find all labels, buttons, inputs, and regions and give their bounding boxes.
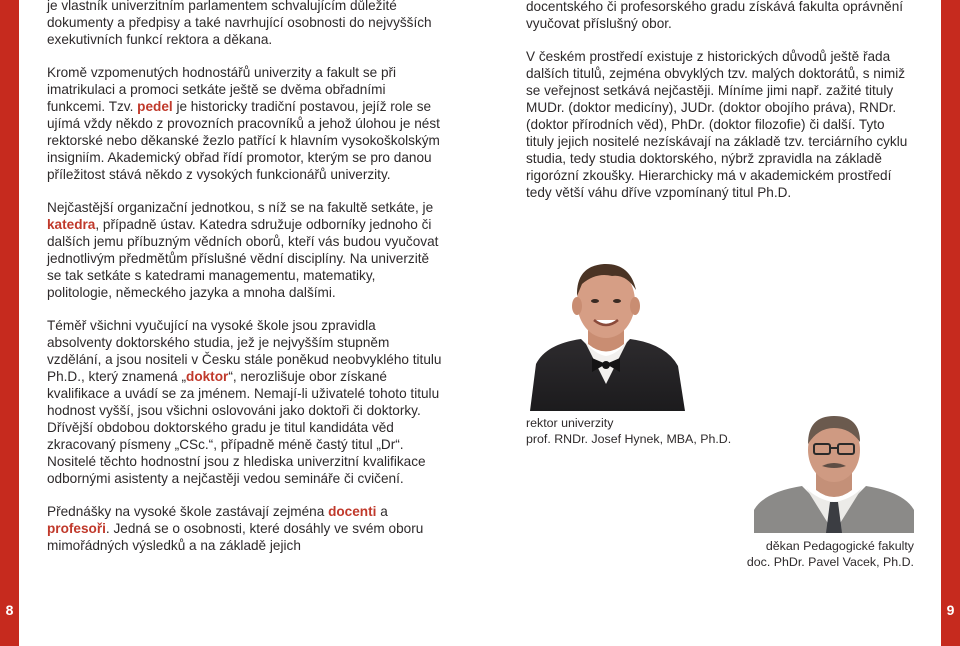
- rector-portrait-illustration: [526, 244, 685, 411]
- dean-caption-role: děkan Pedagogické fakulty: [765, 539, 914, 553]
- body-text: Kromě vzpomenutých hodnostářů univerzity a fakult se při imatrikulaci a promoci setkáte ještě se dvěma obřadními funkcemi. Tzv.: [47, 65, 397, 114]
- highlighted-term: katedra: [47, 217, 96, 232]
- body-text: Nejčastější organizační jednotkou, s níž se na fakultě setkáte, je: [47, 200, 434, 215]
- highlighted-term: docenti: [328, 504, 377, 519]
- left-column-paragraph: [47, 64, 442, 183]
- page-number-right: 9: [946, 602, 955, 618]
- right-text-column: [526, 0, 916, 217]
- highlighted-term: profesoři: [47, 521, 106, 536]
- right-column-paragraph: [526, 0, 916, 32]
- dean-portrait-illustration: [754, 410, 914, 533]
- left-column-paragraph: [47, 317, 442, 487]
- dean-caption: [747, 538, 914, 570]
- body-text: a: [376, 504, 388, 519]
- highlighted-term: pedel: [137, 99, 173, 114]
- rector-caption-role: rektor univerzity: [526, 416, 614, 430]
- body-text: . Jedná se o osobnosti, které dosáhly ve svém oboru mimořádných výsledků a na základě jejich: [47, 521, 424, 553]
- body-text: “, nerozlišuje obor získané kvalifikace a uvádí se za jménem. Nemají-li uživatelé tohoto titulu hodnost vyšší, jsou všichni oslovováni jako doktoři či doktorky. Dřívější obdobou doktorského gradu je titul kandidáta věd zkracovaný písmeny „CSc.“, případně méně častý titul „Dr“. Nositelé těchto hodnostní jsou z hlediska univerzitní kvalifikace odbornými asistenty a nejčastěji vedou semináře či cvičení.: [47, 369, 440, 486]
- body-text: Přednášky na vysoké škole zastávají zejména: [47, 504, 329, 519]
- body-text: je vlastník univerzitním parlamentem schvalujícím důležité dokumenty a předpisy a také navrhující osobnosti do nejvyšších exekutivních funkcí rektora a děkana.: [47, 0, 432, 47]
- left-column-paragraph: [47, 199, 442, 301]
- highlighted-term: doktor: [186, 369, 229, 384]
- left-column-paragraph: [47, 0, 442, 48]
- body-text: V českém prostředí existuje z historických důvodů ještě řada dalších titulů, zejména obvyklých tzv. malých doktorátů, s nimiž se veřejnost setkává nejčastěji. Míníme jimi např. zažité tituly MUDr. (doktor medicíny), JUDr. (doktor obojího práva), RNDr. (doktor přírodních věd), PhDr. (doktor filozofie) či další. Tyto tituly jejich nositelé nezískávají na základě tzv. terciárního cyklu studia, tedy studia doktorského, nýbrž zpravidla na základě rigorózní zkoušky. Hierarchicky má v akademickém prostředí tedy větší váhu dříve vzpomínaný titul Ph.D.: [526, 49, 908, 200]
- rector-caption: [526, 415, 731, 447]
- body-text: , případně ústav. Katedra sdružuje odborníky jednoho či dalších jemu příbuzným vědních oborů, kteří vás budou vyučovat jednotlivým předmětům příslušné vědní disciplíny. Na univerzitě se tak setkáte s katedrami managementu, matematiky, politologie, německého jazyka a mnoha dalšími.: [47, 217, 439, 300]
- left-text-column: [47, 0, 442, 570]
- rector-caption-name: prof. RNDr. Josef Hynek, MBA, Ph.D.: [526, 432, 732, 446]
- body-text: docentského či profesorského gradu získává fakulta oprávnění vyučovat příslušný obor.: [526, 0, 904, 31]
- body-text: Téměř všichni vyučující na vysoké škole jsou zpravidla absolventy doktorského studia, jež je nejvyšším stupněm vzdělání, a jsou nositeli v Česku stále poněkud neobvyklého titulu Ph.D., který znamená „: [47, 318, 442, 384]
- right-column-paragraph: [526, 48, 916, 201]
- rector-portrait-photo: [526, 244, 685, 411]
- dean-caption-name: doc. PhDr. Pavel Vacek, Ph.D.: [746, 555, 914, 569]
- left-column-paragraph: [47, 503, 442, 554]
- left-margin-bar: [0, 0, 19, 646]
- right-margin-bar: [941, 0, 960, 646]
- page-number-left: 8: [5, 602, 14, 618]
- body-text: je historicky tradiční postavou, jejíž role se ujímá vždy někdo z provozních pracovníků a jehož úlohou je nést rektorské nebo děkanské žezlo patřící k hlavním vysokoškolským insigniím. Akademický obřad řídí promotor, kterým se pro danou příležitost stává někdo z vysokých funkcionářů univerzity.: [47, 99, 440, 182]
- dean-portrait-photo: [754, 410, 914, 533]
